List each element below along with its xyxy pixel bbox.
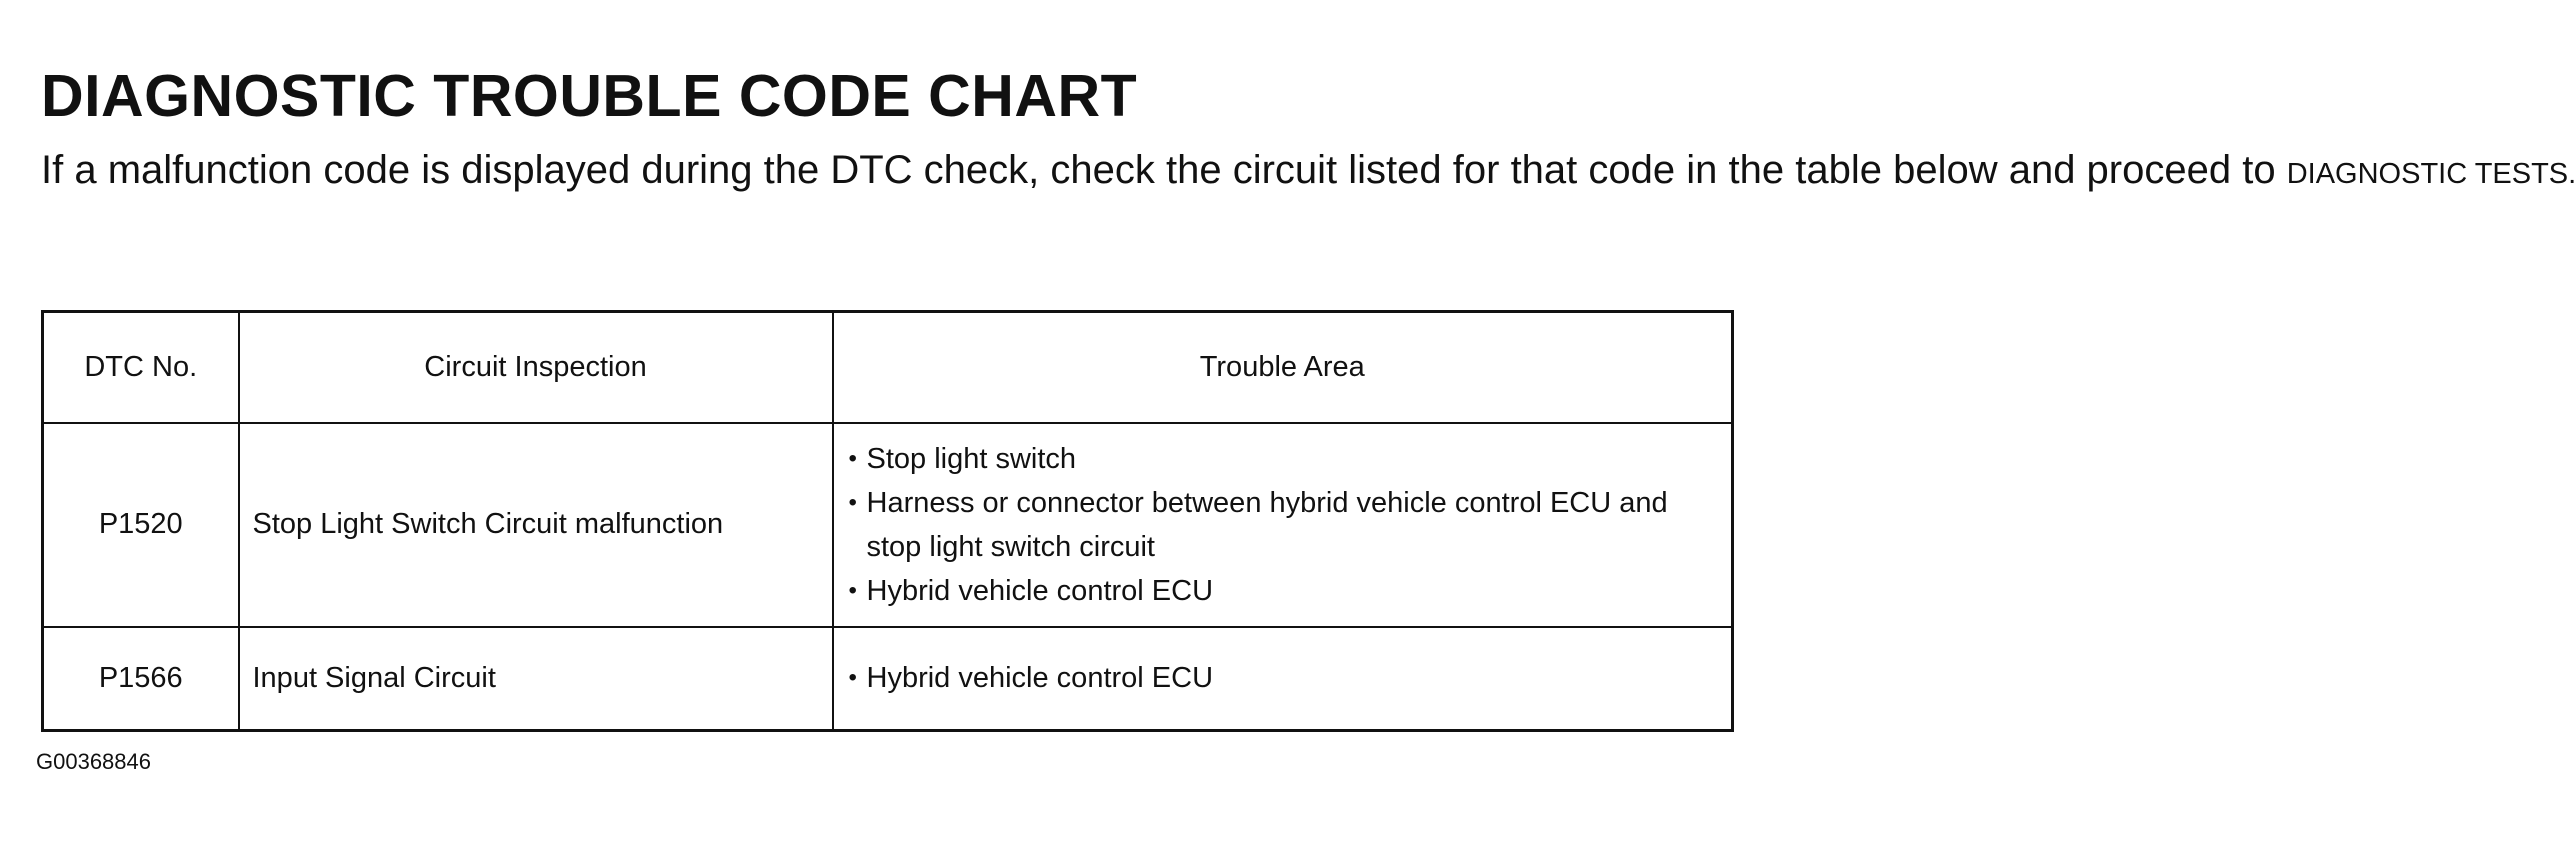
header-dtc-no: DTC No. xyxy=(43,312,239,423)
trouble-area-item: • Hybrid vehicle control ECU xyxy=(849,656,1720,700)
header-circuit-inspection: Circuit Inspection xyxy=(239,312,833,423)
figure-id: G00368846 xyxy=(36,749,151,774)
table-row xyxy=(43,423,1733,627)
circuit-inspection-cell: Stop Light Switch Circuit malfunction xyxy=(239,423,833,627)
table-row xyxy=(43,627,1733,731)
page-title: DIAGNOSTIC TROUBLE CODE CHART xyxy=(41,63,1138,129)
trouble-area-list xyxy=(849,437,1720,613)
header-trouble-area: Trouble Area xyxy=(833,312,1733,423)
intro-text: If a malfunction code is displayed during the DTC check, check the circuit listed for that code in the table below and proceed to xyxy=(41,148,2276,192)
dtc-table xyxy=(41,310,1734,732)
intro-paragraph xyxy=(41,146,2576,199)
diagnostic-tests-reference: DIAGNOSTIC TESTS. xyxy=(2286,158,2576,190)
trouble-area-cell xyxy=(833,423,1733,627)
trouble-area-item: • Hybrid vehicle control ECU xyxy=(849,569,1720,613)
dtc-code-cell: P1566 xyxy=(43,627,239,731)
trouble-area-item: • Stop light switch xyxy=(849,437,1720,481)
trouble-area-list xyxy=(849,656,1720,700)
circuit-inspection-cell: Input Signal Circuit xyxy=(239,627,833,731)
trouble-area-item: • Harness or connector between hybrid vehicle control ECU and stop light switch circuit xyxy=(849,481,1720,569)
table-header-row xyxy=(43,312,1733,423)
trouble-area-cell xyxy=(833,627,1733,731)
dtc-code-cell: P1520 xyxy=(43,423,239,627)
